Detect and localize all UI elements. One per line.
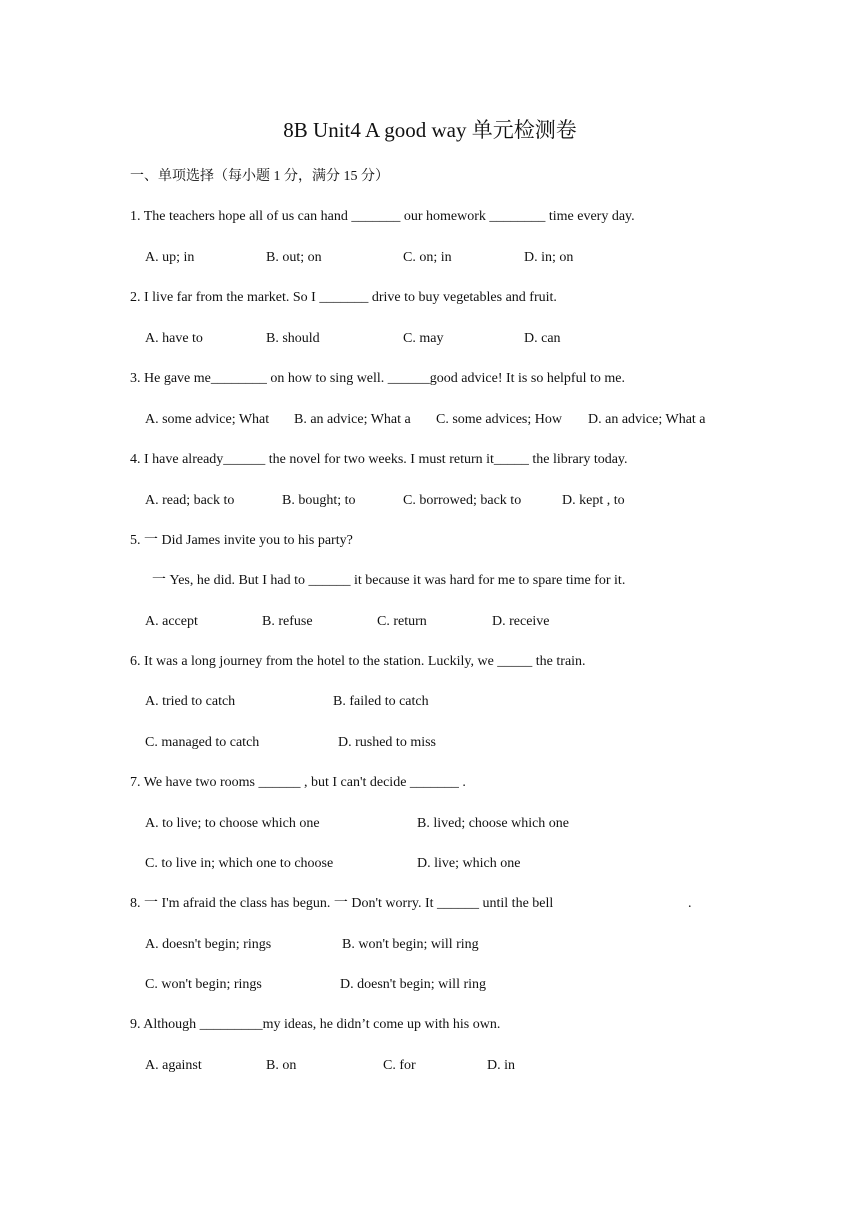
question-9-stem: 9. Although _________my ideas, he didn’t come up with his own. <box>130 1017 501 1032</box>
question-8-option-c: C. won't begin; rings <box>145 977 262 992</box>
question-6-option-c: C. managed to catch <box>145 735 260 750</box>
question-5-option-b: B. refuse <box>262 614 313 629</box>
question-3-option-d: D. an advice; What a <box>588 412 706 427</box>
question-7-option-c: C. to live in; which one to choose <box>145 856 334 871</box>
question-7-option-d: D. live; which one <box>417 856 521 871</box>
question-4-option-d: D. kept , to <box>562 493 625 508</box>
question-7-option-b: B. lived; choose which one <box>417 816 570 831</box>
question-8-option-a: A. doesn't begin; rings <box>145 937 272 952</box>
question-2-option-a: A. have to <box>145 331 203 346</box>
question-5-option-c: C. return <box>377 614 427 629</box>
question-1-option-b: B. out; on <box>266 250 322 265</box>
question-7-stem: 7. We have two rooms ______ , but I can't decide _______ . <box>130 775 466 790</box>
section-heading: 一、单项选择（每小题 1 分，满分 15 分） <box>130 169 389 184</box>
question-2-stem: 2. I live far from the market. So I _______ drive to buy vegetables and fruit. <box>130 290 557 305</box>
question-8-option-b: B. won't begin; will ring <box>342 937 479 952</box>
question-1-option-c: C. on; in <box>403 250 452 265</box>
page-title: 8B Unit4 A good way 单元检测卷 <box>283 118 577 142</box>
question-4-option-c: C. borrowed; back to <box>403 493 522 508</box>
question-4-option-a: A. read; back to <box>145 493 235 508</box>
question-9-option-d: D. in <box>487 1058 515 1073</box>
question-6-option-b: B. failed to catch <box>333 694 429 709</box>
question-3-stem: 3. He gave me________ on how to sing well. ______good advice! It is so helpful to me. <box>130 371 625 386</box>
question-8-option-d: D. doesn't begin; will ring <box>340 977 487 992</box>
question-8-stem-end: . <box>688 896 692 911</box>
question-5-option-d: D. receive <box>492 614 550 629</box>
question-5-stem-reply: 一 Yes, he did. But I had to ______ it because it was hard for me to spare time for it. <box>152 573 626 588</box>
question-2-option-d: D. can <box>524 331 561 346</box>
question-9-option-a: A. against <box>145 1058 202 1073</box>
question-6-option-d: D. rushed to miss <box>338 735 436 750</box>
question-6-stem: 6. It was a long journey from the hotel to the station. Luckily, we _____ the train. <box>130 654 586 669</box>
question-5-stem: 5. 一 Did James invite you to his party? <box>130 533 353 548</box>
question-1-option-d: D. in; on <box>524 250 574 265</box>
question-7-option-a: A. to live; to choose which one <box>145 816 320 831</box>
question-6-option-a: A. tried to catch <box>145 694 236 709</box>
question-4-option-b: B. bought; to <box>282 493 356 508</box>
question-2-option-c: C. may <box>403 331 444 346</box>
question-4-stem: 4. I have already______ the novel for two weeks. I must return it_____ the library today. <box>130 452 628 467</box>
question-5-option-a: A. accept <box>145 614 198 629</box>
question-9-option-c: C. for <box>383 1058 416 1073</box>
question-3-option-a: A. some advice; What <box>145 412 270 427</box>
question-1-option-a: A. up; in <box>145 250 195 265</box>
question-9-option-b: B. on <box>266 1058 297 1073</box>
question-3-option-c: C. some advices; How <box>436 412 562 427</box>
question-2-option-b: B. should <box>266 331 320 346</box>
question-3-option-b: B. an advice; What a <box>294 412 411 427</box>
question-8-stem: 8. 一 I'm afraid the class has begun. 一 Don't worry. It ______ until the bell <box>130 896 554 911</box>
question-1-stem: 1. The teachers hope all of us can hand _______ our homework ________ time every day. <box>130 209 635 224</box>
